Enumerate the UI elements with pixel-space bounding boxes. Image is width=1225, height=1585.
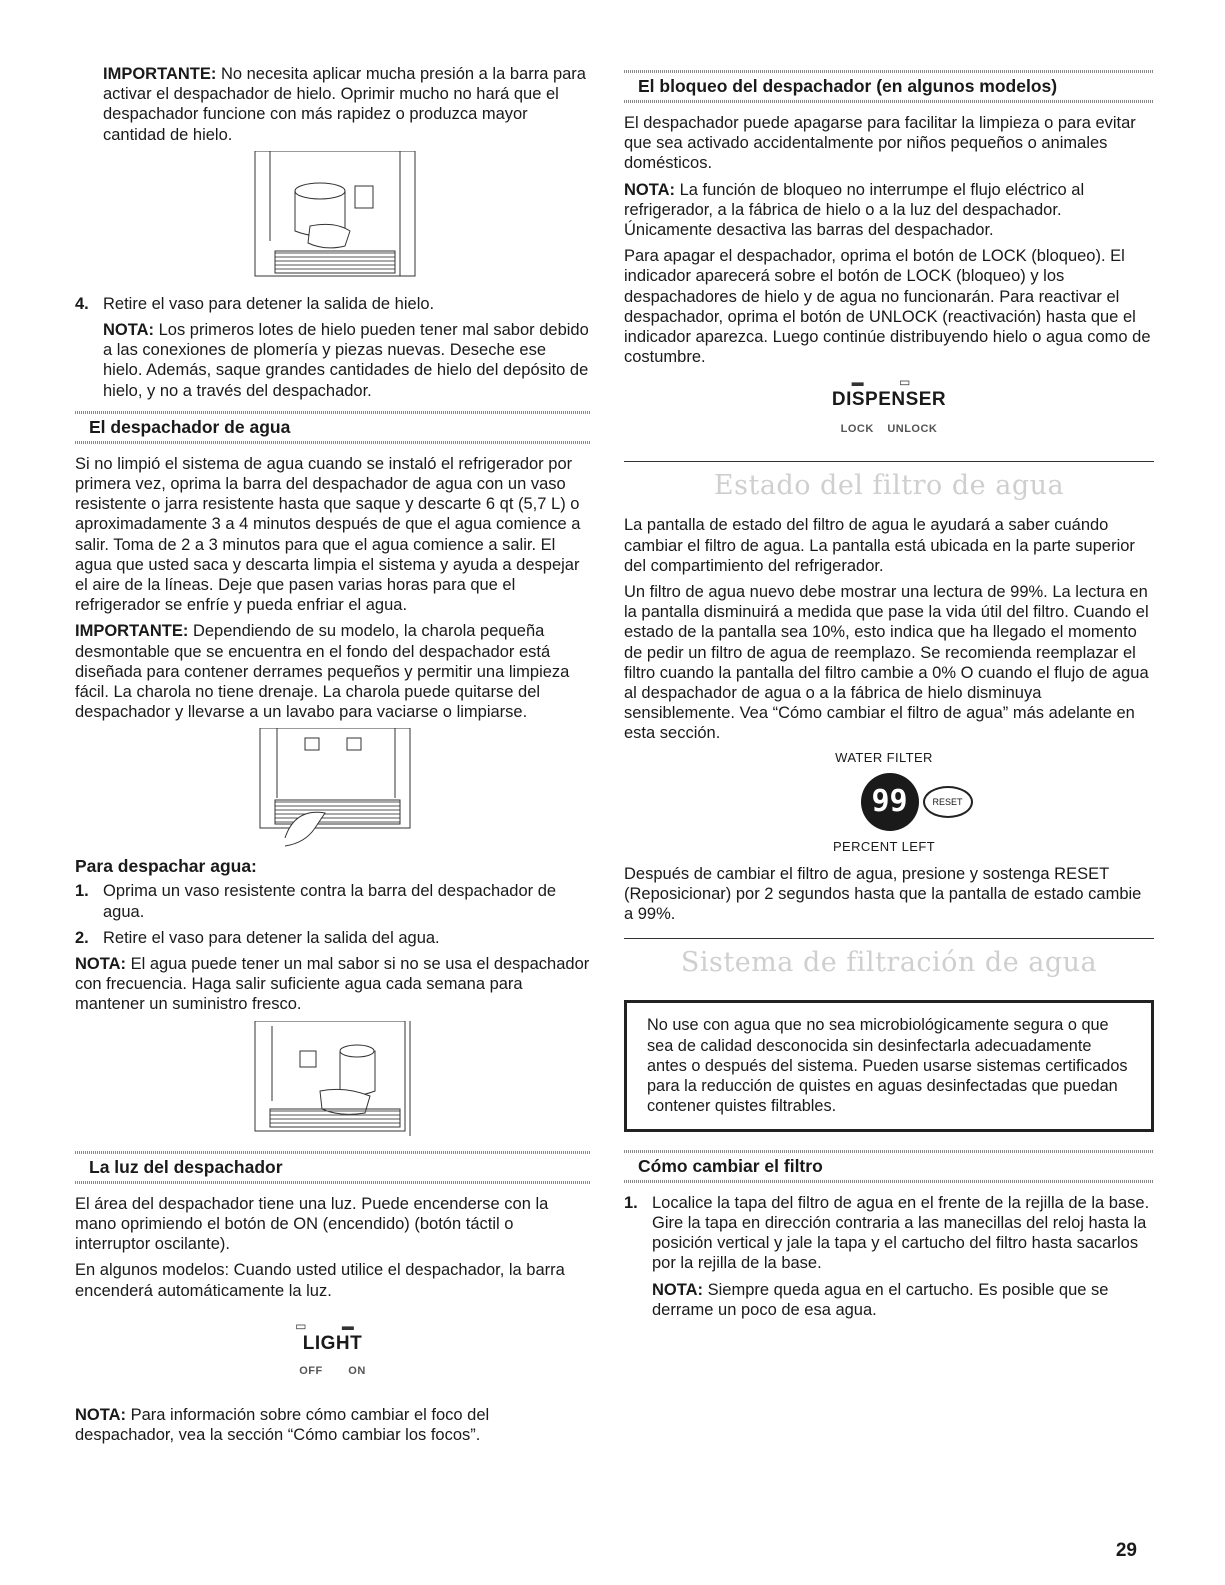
light-off-button[interactable]: OFF [299,1364,323,1377]
filter-paragraph-2: Un filtro de agua nuevo debe mostrar una lectura de 99%. La lectura en la pantalla disminuirá a medida que pase la vida útil del filtro. Cuando el estado de la pantalla sea 10%, esto indica que ha llegado el momento de pedir un filtro de agua de reemplazo. Se recomienda reemplazar el filtro cuando la pantalla del filtro cambie a 0% O cuando el flujo de agua al despachador de agua o a la fábrica de hielo disminuya sensiblemente. Vea “Cómo cambiar el filtro de agua” más adelante en esta sección. [624,583,1149,743]
dispenser-lock-panel [624,375,1154,435]
dispense-step-1: 1. Oprima un vaso resistente contra la barra del despachador de agua. [75,882,557,921]
dispenser-label: DISPENSER [831,389,947,411]
nota-water: NOTA: El agua puede tener un mal sabor si no se usa el despachador con frecuencia. Haga salir suficiente agua cada semana para mantener un suministro fresco. [75,955,590,1014]
warning-box [624,1000,1154,1131]
filtration-system-title: Sistema de filtración de agua [680,947,1098,979]
drip-tray-illustration [255,728,420,848]
water-filter-display [624,750,1154,854]
light-control-panel [75,1319,590,1377]
left-column [75,64,590,1451]
right-column [624,70,1154,1326]
light-on-button[interactable]: ON [348,1364,366,1377]
section-divider [624,938,1154,939]
section-divider [624,461,1154,462]
important-ice-note: IMPORTANTE: No necesita aplicar mucha presión a la barra para activar el despachador de hielo. Oprimir mucho no hará que el despachador funcione con más rapidez o produzca mayor cantidad de hielo. [103,65,586,144]
water-dispenser-heading: El despachador de agua [75,411,590,444]
nota-ice: NOTA: Los primeros lotes de hielo pueden tener mal sabor debido a las conexiones de plomería y piezas nuevas. Deseche ese hielo. Además, saque grandes cantidades de hielo del depósito de hielo, y no a través del despachador. [103,321,589,400]
water-paragraph: Si no limpió el sistema de agua cuando se instaló el refrigerador por primera vez, oprima la barra del despachador de agua con un vaso resistente o jarra resistente hasta que saque y descarte 6 qt (5,7 L) o aproximadamente 3 a 4 minutos después de que el agua comience a salir. Toma de 2 a 3 minutos para que el agua comience a salir. El agua que usted saca y descarta limpia el sistema y ayuda a despejar el aire de la líneas. Deje que pasen varias horas para que el refrigerador se enfríe y pueda enfriar el agua. [75,454,581,615]
water-filter-label: WATER FILTER [835,749,933,765]
light-paragraph-1: El área del despachador tiene una luz. Puede encenderse con la mano oprimiendo el botón de ON (encendido) (botón táctil o interruptor oscilante). [75,1194,549,1254]
nota-change: NOTA: Siempre queda agua en el cartucho. Es posible que se derrame un poco de esa agua. [652,1280,1109,1319]
nota-lock: NOTA: La función de bloqueo no interrumpe el flujo eléctrico al refrigerador, a la fábrica de hielo o a la luz del despachador. Únicamente desactiva las barras del despachador. [624,180,1085,240]
percent-left-label: PERCENT LEFT [832,838,936,854]
filter-status-title: Estado del filtro de agua [713,470,1065,502]
indicator-marks: ▭ ▬ [295,1318,370,1333]
reset-button[interactable]: RESET [923,786,973,818]
dispense-step-2: 2. Retire el vaso para detener la salida del agua. [75,928,440,947]
filter-paragraph-3: Después de cambiar el filtro de agua, presione y sostenga RESET (Reposicionar) por 2 segundos hasta que la pantalla de estado cambie a 99%. [624,864,1142,924]
ice-dispenser-illustration [250,151,420,286]
indicator-marks: ▬ ▭ [851,375,927,390]
important-tray-note: IMPORTANTE: Dependiendo de su modelo, la charola pequeña desmontable que se encuentra en el fondo del despachador está diseñada para contener derrames pequeños y permitir una limpieza fácil. La charola no tiene drenaje. La charola puede quitarse del despachador y llevarse a un lavabo para vaciarse o limpiarse. [75,622,570,722]
dispense-water-heading: Para despachar agua: [75,856,257,877]
change-filter-heading: Cómo cambiar el filtro [624,1150,1154,1183]
nota-light: NOTA: Para información sobre cómo cambiar el foco del despachador, vea la sección “Cómo cambiar los focos”. [75,1405,490,1444]
filter-percent-display: 99 [861,773,919,831]
light-label: LIGHT [302,1332,363,1354]
warning-text: No use con agua que no sea microbiológicamente segura o que sea de calidad desconocida sin desinfectarla adecuadamente antes o después del sistema. Pueden usarse sistemas certificados para la reducción de quistes en aguas desinfectadas que puedan contener quistes filtrables. [647,1016,1128,1116]
lock-paragraph-2: Para apagar el despachador, oprima el botón de LOCK (bloqueo). El indicador aparecerá sobre el botón de LOCK (bloqueo) y los despachadores de hielo y de agua no funcionarán. Para reactivar el despachador, oprima el botón de UNLOCK (reactivación) hasta que el indicador aparezca. Luego continúe distribuyendo hielo o agua como de costumbre. [624,247,1151,367]
page-number: 29 [1115,1540,1137,1561]
filter-paragraph-1: La pantalla de estado del filtro de agua le ayudará a saber cuándo cambiar el filtro de agua. La pantalla está ubicada en la parte superior del compartimiento del refrigerador. [624,516,1135,575]
dispenser-light-heading: La luz del despachador [75,1151,590,1184]
lock-heading: El bloqueo del despachador (en algunos modelos) [624,70,1154,103]
lock-paragraph-1: El despachador puede apagarse para facilitar la limpieza o para evitar que sea activado accidentalmente por niños pequeños o animales domésticos. [624,114,1136,173]
step-4: 4. Retire el vaso para detener la salida de hielo. [75,294,435,313]
water-dispenser-illustration [250,1021,420,1141]
change-step-1: 1. Localice la tapa del filtro de agua en el frente de la rejilla de la base. Gire la tapa en dirección contraria a las manecillas del reloj hasta la posición vertical y jale la tapa y el cartucho del filtro hasta sacarlos por la rejilla de la base. [624,1193,1150,1273]
light-paragraph-2: En algunos modelos: Cuando usted utilice el despachador, la barra encenderá automáticamente la luz. [75,1261,565,1300]
lock-button[interactable]: LOCK [840,423,874,436]
unlock-button[interactable]: UNLOCK [887,423,938,436]
